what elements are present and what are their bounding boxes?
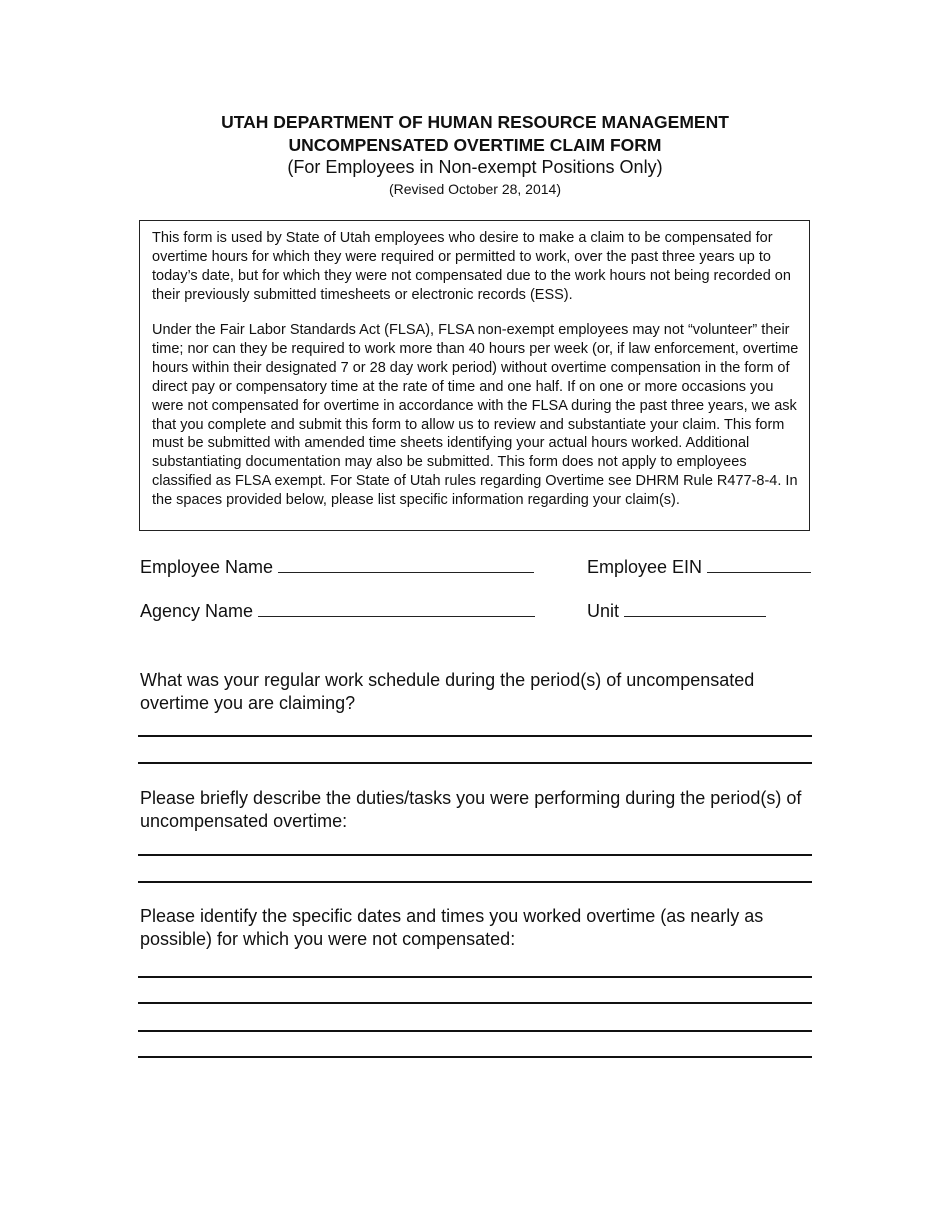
question-dates-times: Please identify the specific dates and times you worked overtime (as nearly as possible) for which you were not compensated:: [140, 906, 764, 949]
answer-line[interactable]: [138, 762, 812, 764]
question-work-schedule: What was your regular work schedule during the period(s) of uncompensated overtime you are claiming?: [140, 670, 755, 713]
employee-ein-blank[interactable]: [707, 558, 811, 573]
agency-name-field: [140, 601, 535, 622]
answer-line[interactable]: [138, 881, 812, 883]
answer-line[interactable]: [138, 735, 812, 737]
instructions-box: [139, 220, 810, 531]
unit-label: Unit: [587, 601, 620, 621]
unit-blank[interactable]: [624, 602, 766, 617]
form-title: UNCOMPENSATED OVERTIME CLAIM FORM: [288, 135, 662, 155]
answer-line[interactable]: [138, 1002, 812, 1004]
unit-field: [587, 601, 766, 622]
revision-date: (Revised October 28, 2014): [389, 181, 561, 197]
department-title: UTAH DEPARTMENT OF HUMAN RESOURCE MANAGEMENT: [221, 112, 729, 132]
answer-line[interactable]: [138, 1030, 812, 1032]
employee-name-label: Employee Name: [140, 557, 274, 577]
answer-line[interactable]: [138, 1056, 812, 1058]
agency-name-label: Agency Name: [140, 601, 254, 621]
question-duties: Please briefly describe the duties/tasks you were performing during the period(s) of uncompensated overtime:: [140, 788, 802, 831]
employee-name-field: [140, 557, 534, 578]
employee-name-blank[interactable]: [278, 558, 534, 573]
answer-line[interactable]: [138, 854, 812, 856]
form-subtitle: (For Employees in Non-exempt Positions Only): [287, 157, 663, 177]
agency-name-blank[interactable]: [258, 602, 535, 617]
instructions-paragraph-1: This form is used by State of Utah employees who desire to make a claim to be compensated for overtime hours for which they were required or permitted to work, over the past three years up to today’s date, but for which they were not compensated due to the work hours not being recorded on their previously submitted timesheets or electronic records (ESS).: [152, 230, 791, 303]
employee-ein-label: Employee EIN: [587, 557, 703, 577]
answer-line[interactable]: [138, 976, 812, 978]
instructions-paragraph-2: Under the Fair Labor Standards Act (FLSA), FLSA non-exempt employees may not “volunteer” their time; nor can they be required to work more than 40 hours per week (or, if law enforcement, overtime hours within their designated 7 or 28 day work period) without overtime compensation in the form of direct pay or compensatory time at the rate of time and one half. If on one or more occasions you were not compensated for overtime in accordance with the FLSA during the past three years, we ask that you complete and submit this form to allow us to review and substantiate your claim. This form must be submitted with amended time sheets identifying your actual hours worked. Additional substantiating documentation may also be submitted. This form does not apply to employees classified as FLSA exempt. For State of Utah rules regarding Overtime see DHRM Rule R477-8-4. In the spaces provided below, please list specific information regarding your claim(s).: [152, 322, 799, 509]
employee-ein-field: [587, 557, 811, 578]
